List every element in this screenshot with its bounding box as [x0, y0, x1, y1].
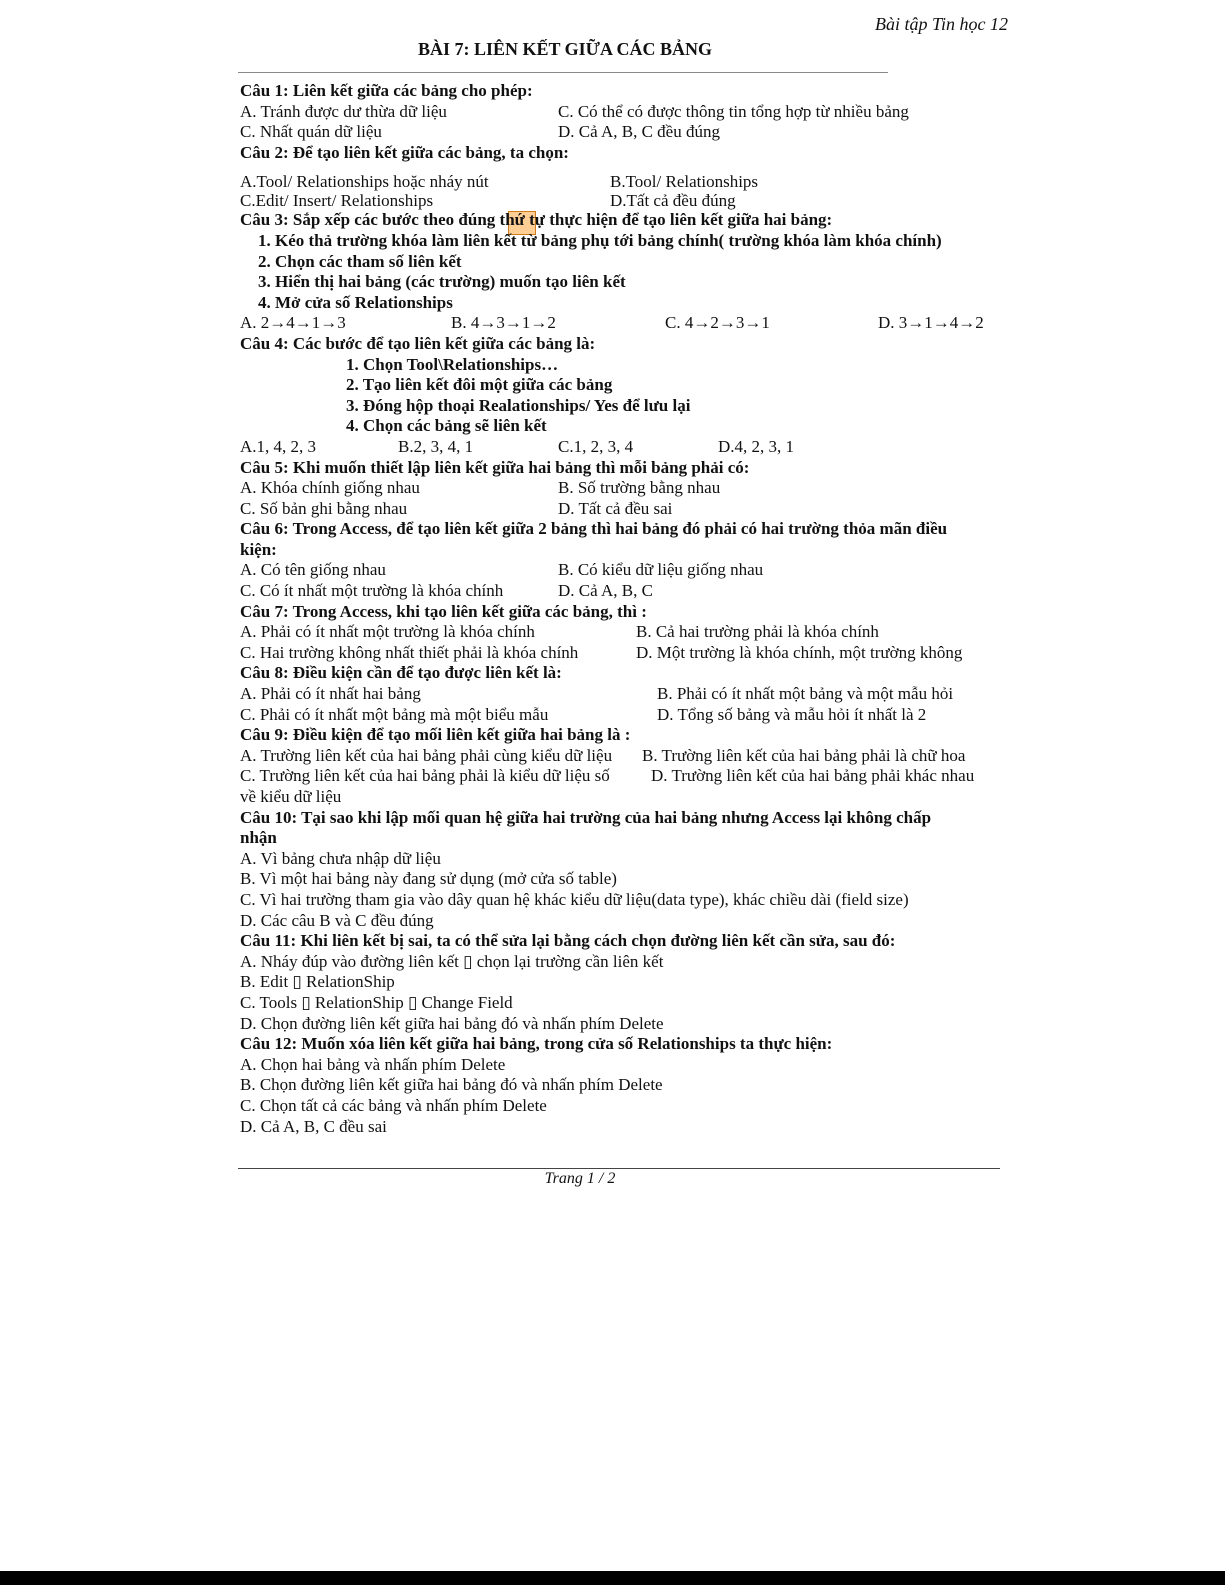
page-number: Trang 1 / 2 — [544, 1170, 616, 1187]
q4-step-3: 3. Đóng hộp thoại Realationships/ Yes để lưu lại — [346, 395, 691, 415]
q10-option-c: C. Vì hai trường tham gia vào dây quan hệ khác kiểu dữ liệu(data type), khác chiều dài (field size) — [240, 889, 909, 909]
q11-option-a: A. Nháy đúp vào đường liên kết ▯ chọn lại trường cần liên kết — [240, 951, 664, 971]
q11-option-b: B. Edit ▯ RelationShip — [240, 972, 395, 992]
question-11: Câu 11: Khi liên kết bị sai, ta có thể sửa lại bằng cách chọn đường liên kết cần sửa, sau đó: — [240, 931, 896, 951]
q6-option-b: B. Có kiểu dữ liệu giống nhau — [558, 560, 764, 580]
q6-option-c: C. Có ít nhất một trường là khóa chính — [240, 581, 504, 601]
q4-option-c: C.1, 2, 3, 4 — [558, 436, 634, 456]
q4-option-b: B.2, 3, 4, 1 — [398, 436, 474, 456]
question-12: Câu 12: Muốn xóa liên kết giữa hai bảng, trong cửa số Relationships ta thực hiện: — [240, 1034, 833, 1054]
q6-option-a: A. Có tên giống nhau — [240, 560, 386, 580]
q3-step-4: 4. Mở cửa số Relationships — [258, 292, 453, 312]
q7-row-2 — [240, 643, 1015, 664]
q8-option-a: A. Phải có ít nhất hai bảng — [240, 684, 421, 704]
q12-option-d: D. Cả A, B, C đều sai — [240, 1116, 387, 1136]
q2-row-1 — [240, 172, 1015, 191]
q4-options — [240, 437, 1015, 458]
q1-option-a: A. Tránh được dư thừa dữ liệu — [240, 101, 447, 121]
q5-option-d: D. Tất cả đều sai — [558, 498, 673, 518]
q2-option-b: B.Tool/ Relationships — [610, 172, 759, 192]
q6-row-1 — [240, 560, 1015, 581]
q8-option-b: B. Phải có ít nhất một bảng và một mẫu hỏi — [657, 684, 954, 704]
q5-row-2 — [240, 499, 1015, 520]
q2-row-2 — [240, 191, 1015, 210]
q6-option-d: D. Cả A, B, C — [558, 581, 653, 601]
question-7: Câu 7: Trong Access, khi tạo liên kết giữa các bảng, thì : — [240, 601, 647, 621]
q9-option-b: B. Trường liên kết của hai bảng phải là chữ hoa — [642, 745, 966, 765]
q1-row-2 — [240, 122, 1015, 143]
header-subject: Bài tập Tin học 12 — [874, 14, 1008, 34]
question-2: Câu 2: Để tạo liên kết giữa các bảng, ta chọn: — [240, 142, 569, 162]
q9-option-d-cont: về kiểu dữ liệu — [240, 787, 342, 806]
q3-step-3: 3. Hiển thị hai bảng (các trường) muốn tạo liên kết — [258, 272, 626, 292]
q8-row-1 — [240, 684, 1015, 705]
q10-option-b: B. Vì một hai bảng này đang sử dụng (mở cửa số table) — [240, 869, 617, 889]
q11-option-d: D. Chọn đường liên kết giữa hai bảng đó và nhấn phím Delete — [240, 1013, 664, 1033]
question-10: Câu 10: Tại sao khi lập mối quan hệ giữa hai trường của hai bảng nhưng Access lại không chấp — [240, 807, 932, 827]
q2-option-d: D.Tất cả đều đúng — [610, 191, 736, 211]
q8-option-d: D. Tổng số bảng và mẫu hỏi ít nhất là 2 — [657, 704, 927, 724]
q4-option-d: D.4, 2, 3, 1 — [718, 436, 795, 456]
q3-step-2: 2. Chọn các tham số liên kết — [258, 251, 462, 271]
q3-option-c: C. 4→2→3→1 — [665, 313, 770, 333]
q7-row-1 — [240, 622, 1015, 643]
question-6: Câu 6: Trong Access, để tạo liên kết giữa 2 bảng thì hai bảng đó phải có hai trường thỏa mãn điều — [240, 519, 948, 539]
q3-step-1: 1. Kéo thả trường khóa làm liên kết từ bảng phụ tới bảng chính( trường khóa làm khóa chính) — [258, 230, 942, 250]
question-4: Câu 4: Các bước để tạo liên kết giữa các bảng là: — [240, 333, 596, 353]
q7-option-c: C. Hai trường không nhất thiết phải là khóa chính — [240, 642, 579, 662]
q10-option-d: D. Các câu B và C đều đúng — [240, 910, 434, 930]
q4-option-a: A.1, 4, 2, 3 — [240, 436, 317, 456]
q3-options — [240, 313, 1015, 334]
title-divider — [238, 72, 888, 73]
q5-option-b: B. Số trường bằng nhau — [558, 478, 721, 498]
question-5: Câu 5: Khi muốn thiết lập liên kết giữa hai bảng thì mỗi bảng phải có: — [240, 457, 750, 477]
q8-row-2 — [240, 705, 1015, 726]
question-1: Câu 1: Liên kết giữa các bảng cho phép: — [240, 81, 533, 100]
q6-row-2 — [240, 581, 1015, 602]
q9-option-c: C. Trường liên kết của hai bảng phải là kiểu dữ liệu số — [240, 766, 610, 786]
q12-option-b: B. Chọn đường liên kết giữa hai bảng đó và nhấn phím Delete — [240, 1075, 663, 1095]
question-10-cont: nhận — [240, 828, 277, 848]
q1-row-1 — [240, 102, 1015, 123]
q9-row-2 — [240, 766, 1015, 787]
q4-step-1: 1. Chọn Tool\Relationships… — [346, 354, 559, 374]
q9-option-a: A. Trường liên kết của hai bảng phải cùng kiểu dữ liệu — [240, 745, 613, 765]
page-title: BÀI 7: LIÊN KẾT GIỮA CÁC BẢNG — [417, 39, 713, 59]
question-9: Câu 9: Điều kiện để tạo mối liên kết giữa hai bảng là : — [240, 725, 631, 745]
footer-divider — [238, 1168, 1000, 1169]
q3-option-b: B. 4→3→1→2 — [451, 313, 556, 333]
q7-option-a: A. Phải có ít nhất một trường là khóa chính — [240, 622, 535, 642]
q5-option-a: A. Khóa chính giống nhau — [240, 478, 420, 498]
q2-option-c: C.Edit/ Insert/ Relationships — [240, 191, 434, 211]
bottom-bar — [0, 1571, 1225, 1585]
q1-option-b: C. Có thể có được thông tin tổng hợp từ nhiều bảng — [558, 101, 909, 121]
q1-option-d: D. Cả A, B, C đều đúng — [558, 122, 720, 142]
q4-step-4: 4. Chọn các bảng sẽ liên kết — [346, 416, 547, 436]
q1-option-c: C. Nhất quán dữ liệu — [240, 122, 382, 142]
q9-row-1 — [240, 746, 1015, 767]
q10-option-a: A. Vì bảng chưa nhập dữ liệu — [240, 848, 441, 868]
q4-step-2: 2. Tạo liên kết đôi một giữa các bảng — [346, 375, 613, 395]
q12-option-a: A. Chọn hai bảng và nhấn phím Delete — [240, 1054, 506, 1074]
q7-option-d: D. Một trường là khóa chính, một trường không — [636, 642, 963, 662]
question-3: Câu 3: Sắp xếp các bước theo đúng thứ tự thực hiện để tạo liên kết giữa hai bảng: — [240, 210, 833, 230]
q2-option-a: A.Tool/ Relationships hoặc nháy nút — [240, 172, 489, 192]
question-8: Câu 8: Điều kiện cần để tạo được liên kết là: — [240, 663, 562, 683]
q11-option-c: C. Tools ▯ RelationShip ▯ Change Field — [240, 992, 513, 1012]
q8-option-c: C. Phải có ít nhất một bảng mà một biểu mẫu — [240, 704, 549, 724]
q5-row-1 — [240, 478, 1015, 499]
q3-option-a: A. 2→4→1→3 — [240, 313, 346, 333]
question-list — [240, 81, 1015, 1137]
question-6-cont: kiện: — [240, 539, 277, 559]
q7-option-b: B. Cả hai trường phải là khóa chính — [636, 622, 879, 642]
q5-option-c: C. Số bản ghi bằng nhau — [240, 498, 408, 518]
q9-option-d: D. Trường liên kết của hai bảng phải khác nhau — [651, 766, 975, 786]
q12-option-c: C. Chọn tất cả các bảng và nhấn phím Delete — [240, 1095, 547, 1115]
q3-option-d: D. 3→1→4→2 — [878, 313, 984, 333]
